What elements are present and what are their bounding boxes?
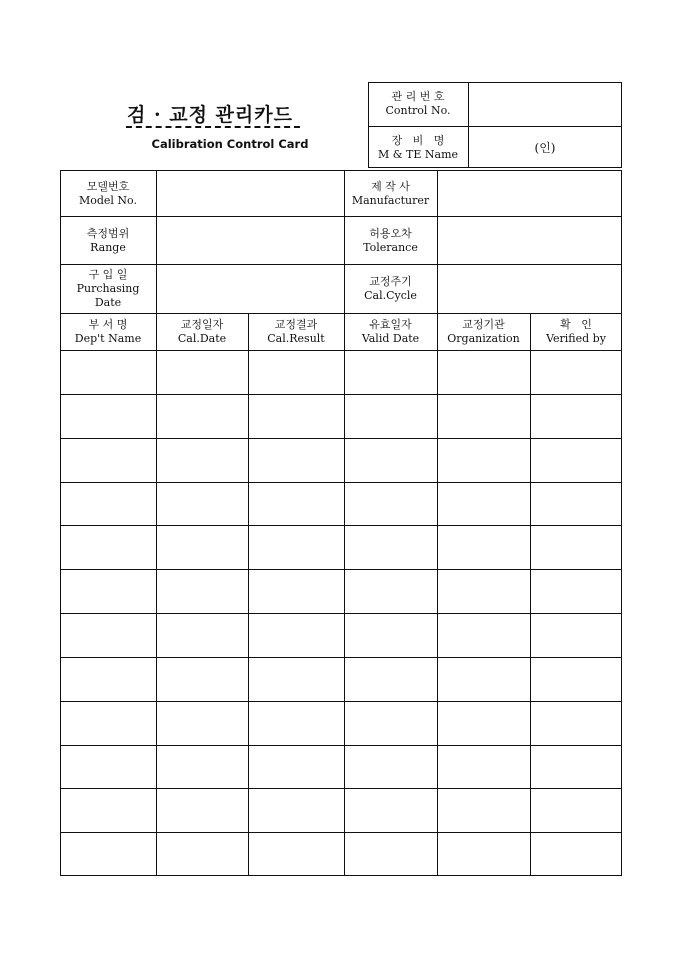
model-no-kr: 모델번호 <box>86 179 130 193</box>
log-entry-cell[interactable] <box>61 614 156 657</box>
log-entry-cell[interactable] <box>249 614 344 657</box>
control-box-divider <box>368 126 622 127</box>
log-entry-cell[interactable] <box>531 483 622 526</box>
cal-cycle-label <box>344 265 437 313</box>
tolerance-en: Tolerance <box>363 240 418 254</box>
log-entry-cell[interactable] <box>345 614 437 657</box>
log-column-header-en: Valid Date <box>361 331 420 345</box>
manufacturer-en: Manufacturer <box>351 193 430 207</box>
log-entry-cell[interactable] <box>438 833 530 876</box>
equipment-name-kr: 장 비 명 <box>391 134 445 147</box>
log-entry-cell[interactable] <box>249 702 344 745</box>
log-column-header <box>248 313 344 350</box>
log-entry-cell[interactable] <box>531 526 622 569</box>
range-label <box>60 217 156 264</box>
log-column-header <box>530 313 622 350</box>
log-entry-cell[interactable] <box>61 658 156 701</box>
tolerance-kr: 허용오차 <box>369 226 412 240</box>
model-no-label <box>60 171 156 216</box>
log-entry-cell[interactable] <box>249 833 344 876</box>
range-field[interactable] <box>157 217 344 264</box>
log-entry-cell[interactable] <box>249 746 344 789</box>
log-entry-cell[interactable] <box>438 351 530 394</box>
log-column-header <box>60 313 156 350</box>
manufacturer-kr: 제 작 사 <box>371 179 410 193</box>
tolerance-field[interactable] <box>438 217 622 264</box>
log-column-header-en: Dep't Name <box>74 331 142 345</box>
log-entry-cell[interactable] <box>157 526 248 569</box>
control-no-label <box>368 84 468 124</box>
log-entry-cell[interactable] <box>531 395 622 438</box>
log-column-header-kr: 교정일자 <box>180 317 224 331</box>
log-entry-cell[interactable] <box>157 746 248 789</box>
log-column-header <box>344 313 437 350</box>
log-entry-cell[interactable] <box>438 439 530 482</box>
log-entry-cell[interactable] <box>345 395 437 438</box>
log-entry-cell[interactable] <box>438 570 530 613</box>
log-entry-cell[interactable] <box>157 439 248 482</box>
log-entry-cell[interactable] <box>531 746 622 789</box>
control-box-col-1 <box>468 82 469 168</box>
purchase-date-en-1: Purchasing <box>76 282 140 295</box>
manufacturer-label <box>344 171 437 216</box>
control-no-kr: 관 리 번 호 <box>391 90 445 103</box>
log-entry-cell[interactable] <box>531 614 622 657</box>
seal-text: (인) <box>534 141 556 155</box>
log-column-header-kr: 교정결과 <box>274 317 318 331</box>
log-entry-cell[interactable] <box>531 789 622 832</box>
control-no-field[interactable] <box>470 84 620 124</box>
log-column-header-kr: 확 인 <box>560 317 592 331</box>
log-entry-cell[interactable] <box>438 526 530 569</box>
log-entry-cell[interactable] <box>157 702 248 745</box>
log-column-header <box>437 313 530 350</box>
log-entry-cell[interactable] <box>249 439 344 482</box>
log-column-header <box>156 313 248 350</box>
log-entry-cell[interactable] <box>61 439 156 482</box>
log-entry-cell[interactable] <box>249 526 344 569</box>
log-entry-cell[interactable] <box>249 395 344 438</box>
equipment-name-en: M & TE Name <box>377 148 459 161</box>
control-no-en: Control No. <box>385 104 451 117</box>
manufacturer-field[interactable] <box>438 171 622 216</box>
log-entry-cell[interactable] <box>438 395 530 438</box>
log-entry-cell[interactable] <box>531 351 622 394</box>
log-entry-cell[interactable] <box>249 658 344 701</box>
log-entry-cell[interactable] <box>61 351 156 394</box>
log-entry-cell[interactable] <box>61 746 156 789</box>
log-column-header-en: Cal.Date <box>177 331 227 345</box>
cal-cycle-kr: 교정주기 <box>369 275 412 288</box>
purchase-date-en-2: Date <box>94 296 122 309</box>
log-entry-cell[interactable] <box>438 746 530 789</box>
log-entry-cell[interactable] <box>249 483 344 526</box>
card-subtitle: Calibration Control Card <box>151 137 309 151</box>
log-entry-cell[interactable] <box>438 789 530 832</box>
cal-cycle-field[interactable] <box>438 265 622 313</box>
log-column-header-en: Verified by <box>546 331 606 345</box>
log-entry-cell[interactable] <box>249 789 344 832</box>
log-entry-cell[interactable] <box>345 833 437 876</box>
log-entry-cell[interactable] <box>157 833 248 876</box>
log-entry-cell[interactable] <box>157 570 248 613</box>
log-entry-cell[interactable] <box>531 439 622 482</box>
title-underline <box>126 126 300 128</box>
log-entry-cell[interactable] <box>438 614 530 657</box>
log-entry-cell[interactable] <box>531 702 622 745</box>
log-column-header-kr: 부 서 명 <box>88 317 128 331</box>
range-kr: 측정범위 <box>86 226 130 240</box>
log-entry-cell[interactable] <box>345 351 437 394</box>
log-entry-cell[interactable] <box>157 789 248 832</box>
log-entry-cell[interactable] <box>345 789 437 832</box>
model-no-field[interactable] <box>157 171 344 216</box>
log-entry-cell[interactable] <box>61 395 156 438</box>
log-column-header-en: Organization <box>447 331 520 345</box>
log-entry-cell[interactable] <box>61 833 156 876</box>
log-entry-cell[interactable] <box>438 483 530 526</box>
log-column-header-kr: 교정기관 <box>462 317 505 331</box>
log-entry-cell[interactable] <box>345 570 437 613</box>
log-entry-cell[interactable] <box>61 789 156 832</box>
log-entry-cell[interactable] <box>345 483 437 526</box>
log-entry-cell[interactable] <box>157 395 248 438</box>
log-entry-cell[interactable] <box>345 658 437 701</box>
log-column-header-kr: 유효일자 <box>369 317 412 331</box>
range-en: Range <box>90 240 126 254</box>
purchase-date-label <box>60 265 156 313</box>
log-entry-cell[interactable] <box>249 570 344 613</box>
log-entry-cell[interactable] <box>345 702 437 745</box>
log-entry-cell[interactable] <box>157 351 248 394</box>
equipment-name-field[interactable] <box>470 128 620 168</box>
cal-cycle-en: Cal.Cycle <box>364 289 417 302</box>
log-entry-cell[interactable] <box>61 526 156 569</box>
log-entry-cell[interactable] <box>61 483 156 526</box>
log-column-header-en: Cal.Result <box>267 331 325 345</box>
log-entry-cell[interactable] <box>531 658 622 701</box>
card-title: 검 · 교정 관리카드 <box>127 104 293 126</box>
tolerance-label <box>344 217 437 264</box>
log-entry-cell[interactable] <box>157 658 248 701</box>
log-entry-cell[interactable] <box>531 833 622 876</box>
purchase-date-field[interactable] <box>157 265 344 313</box>
log-entry-cell[interactable] <box>345 746 437 789</box>
log-entry-cell[interactable] <box>345 526 437 569</box>
log-entry-cell[interactable] <box>157 614 248 657</box>
purchase-date-kr: 구 입 일 <box>88 268 128 281</box>
equipment-name-label <box>368 128 468 168</box>
log-entry-cell[interactable] <box>438 658 530 701</box>
log-entry-cell[interactable] <box>61 702 156 745</box>
log-entry-cell[interactable] <box>438 702 530 745</box>
model-no-en: Model No. <box>78 193 137 207</box>
log-entry-cell[interactable] <box>345 439 437 482</box>
log-entry-cell[interactable] <box>531 570 622 613</box>
log-entry-cell[interactable] <box>249 351 344 394</box>
log-entry-cell[interactable] <box>61 570 156 613</box>
log-entry-cell[interactable] <box>157 483 248 526</box>
